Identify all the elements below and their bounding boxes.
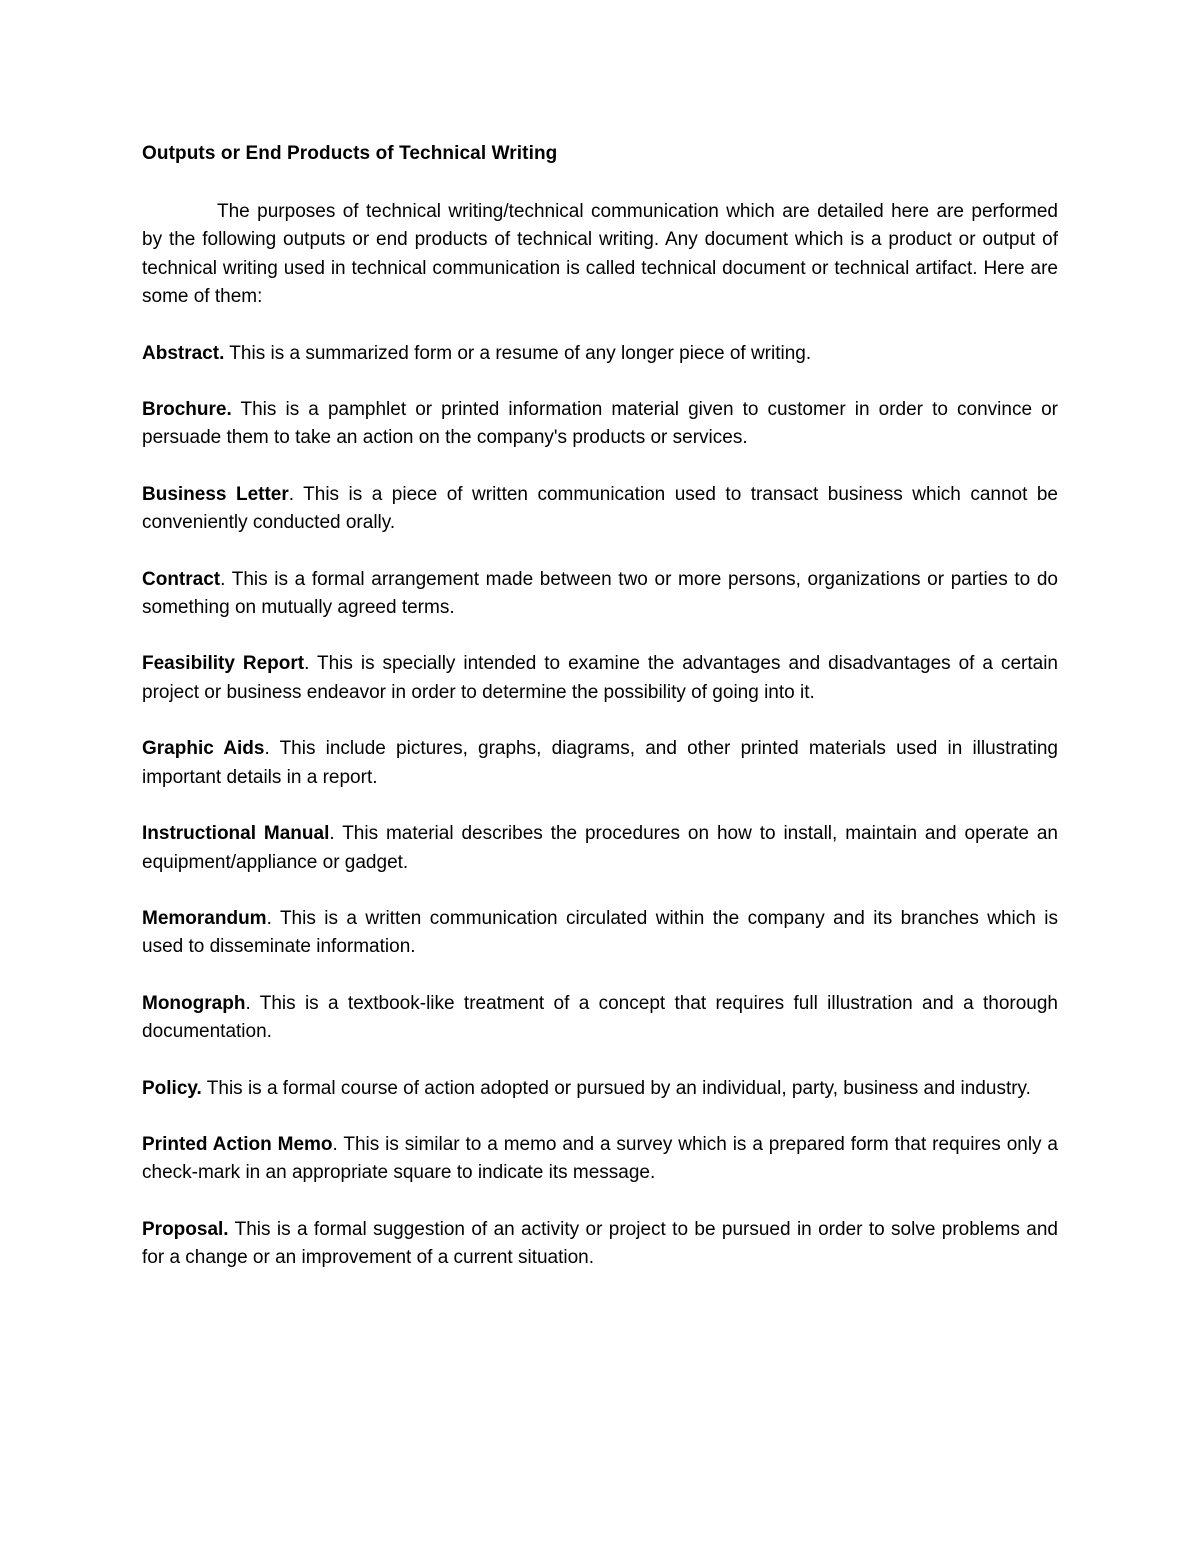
entry-term: Proposal. bbox=[142, 1218, 229, 1240]
entry-proposal bbox=[142, 1216, 1058, 1273]
entry-term: Graphic Aids bbox=[142, 738, 265, 760]
entry-definition: . This is specially intended to examine the advantages and disadvantages of a certain project or business endeavor in order to determine the possibility of going into it. bbox=[142, 653, 1058, 703]
intro-paragraph: The purposes of technical writing/technical communication which are detailed here are performed by the following outputs or end products of technical writing. Any document which is a product or output of technical writing used in technical communication is called technical document or technical artifact. Here are some of them: bbox=[142, 201, 1058, 308]
entry-definition: This is a formal suggestion of an activity or project to be pursued in order to solve problems and for a change or an improvement of a current situation. bbox=[142, 1218, 1058, 1269]
entry-definition: . This is a written communication circulated within the company and its branches which is used to disseminate information. bbox=[142, 907, 1058, 958]
entry-abstract bbox=[142, 340, 1058, 368]
entry-term: Instructional Manual bbox=[142, 823, 330, 845]
entry-definition: This is a formal course of action adopted or pursued by an individual, party, business and industry. bbox=[201, 1077, 1031, 1099]
entry-definition: This is a pamphlet or printed information material given to customer in order to convince or persuade them to take an action on the company's products or services. bbox=[142, 399, 1058, 449]
entry-policy bbox=[142, 1075, 1058, 1103]
entry-term: Printed Action Memo bbox=[142, 1133, 333, 1155]
entry-term: Monograph bbox=[142, 992, 246, 1014]
document-body bbox=[142, 140, 1058, 1301]
entry-business-letter bbox=[142, 481, 1058, 538]
entry-monograph bbox=[142, 990, 1058, 1047]
entry-definition: . This is a formal arrangement made between two or more persons, organizations or parties to do something on mutually agreed terms. bbox=[142, 568, 1058, 619]
entry-brochure bbox=[142, 396, 1058, 453]
document-title: Outputs or End Products of Technical Writing bbox=[142, 143, 558, 164]
entry-definition: . This is a piece of written communication used to transact business which cannot be conveniently conducted orally. bbox=[142, 483, 1058, 534]
entry-term: Brochure. bbox=[142, 399, 232, 421]
entry-definition: . This include pictures, graphs, diagrams, and other printed materials used in illustrating important details in a report. bbox=[142, 738, 1058, 788]
entry-term: Abstract. bbox=[142, 342, 225, 364]
entry-printed-action-memo bbox=[142, 1131, 1058, 1188]
entry-graphic-aids bbox=[142, 735, 1058, 792]
entry-feasibility-report bbox=[142, 650, 1058, 707]
entry-definition: . This is similar to a memo and a survey which is a prepared form that requires only a check-mark in an appropriate square to indicate its message. bbox=[142, 1133, 1059, 1184]
entry-contract bbox=[142, 566, 1058, 623]
entry-term: Policy. bbox=[142, 1077, 202, 1099]
entry-instructional-manual bbox=[142, 820, 1058, 877]
entry-term: Memorandum bbox=[142, 907, 267, 929]
entry-definition: This is a summarized form or a resume of any longer piece of writing. bbox=[224, 342, 812, 364]
entry-term: Feasibility Report bbox=[142, 653, 305, 675]
entry-term: Business Letter bbox=[142, 483, 289, 505]
entry-memorandum bbox=[142, 905, 1058, 962]
entry-definition: . This is a textbook-like treatment of a concept that requires full illustration and a thorough documentation. bbox=[142, 992, 1058, 1043]
entry-term: Contract bbox=[142, 568, 221, 590]
entry-definition: . This material describes the procedures on how to install, maintain and operate an equipment/appliance or gadget. bbox=[142, 823, 1058, 873]
